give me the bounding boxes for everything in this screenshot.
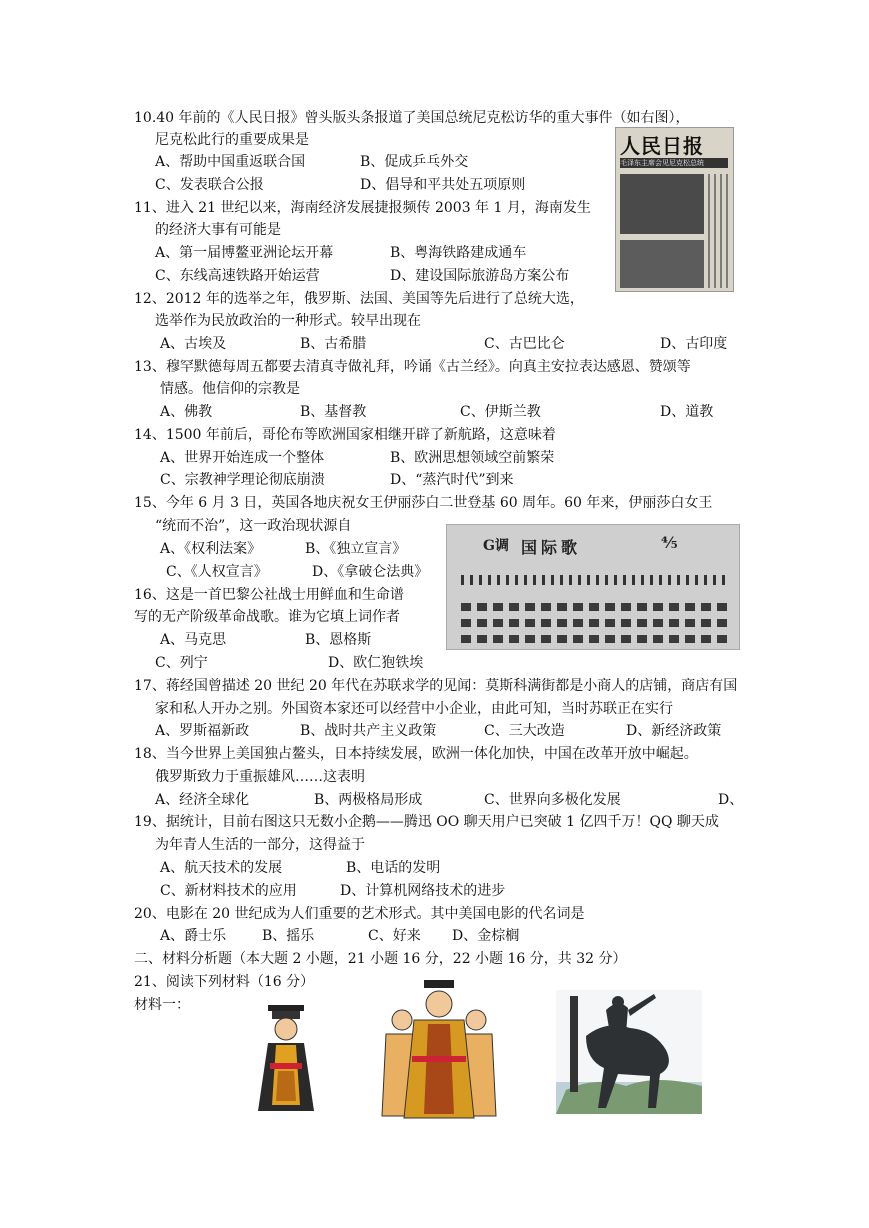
q11-stem-line1: 11、进入 21 世纪以来，海南经济发展捷报频传 2003 年 1 月，海南发生 (134, 200, 591, 216)
q13-stem-line2: 情感。他信仰的宗教是 (160, 381, 300, 397)
q16-option-c: C、列宁 (155, 655, 208, 671)
newspaper-headline: 毛泽东主席会见尼克松总统 (620, 158, 728, 168)
q11-option-d: D、建设国际旅游岛方案公布 (390, 268, 570, 284)
q20-option-d: D、金棕榈 (452, 928, 520, 944)
internationale-score-image (446, 524, 740, 650)
q14-option-c: C、宗教神学理论彻底崩溃 (160, 472, 325, 488)
q16-stem-line1: 16、这是一首巴黎公社战士用鲜血和生命谱 (134, 587, 404, 603)
q19-stem-line1: 19、据统计，目前右图这只无数小企鹅——腾迅 OO 聊天用户已突破 1 亿四千万！QQ 聊天成 (134, 814, 719, 830)
q13-option-d: D、道教 (660, 404, 714, 420)
q12-option-d: D、古印度 (660, 336, 728, 352)
q11-option-c: C、东线高速铁路开始运营 (155, 268, 320, 284)
q18-stem-line1: 18、当今世界上美国独占鳌头，日本持续发展，欧洲一体化加快，中国在改革开放中崛起。 (134, 746, 698, 762)
q15-stem-line2: “统而不治”，这一政治现状源自 (155, 518, 352, 534)
q13-option-a: A、佛教 (160, 404, 213, 420)
q19-option-d: D、计算机网络技术的进步 (340, 883, 506, 899)
q17-option-c: C、三大改造 (484, 723, 565, 739)
score-key: G调 (483, 538, 509, 554)
q13-option-c: C、伊斯兰教 (460, 404, 541, 420)
q18-stem-line2: 俄罗斯致力于重振雄风……这表明 (155, 769, 365, 785)
q17-option-d: D、新经济政策 (626, 723, 722, 739)
q15-option-d: D、《拿破仑法典》 (312, 564, 429, 580)
section-2-heading: 二、材料分析题（本大题 2 小题，21 小题 16 分，22 小题 16 分，共 32 分） (134, 951, 627, 967)
q11-stem-line2: 的经济大事有可能是 (155, 222, 281, 238)
emperor-illustration-2 (378, 980, 498, 1120)
q14-option-d: D、“蒸汽时代”到来 (390, 472, 514, 488)
score-lyrics-line-3 (461, 635, 727, 643)
q19-stem-line2: 为年青人生活的一部分，这得益于 (155, 837, 365, 853)
q15-option-a: A、《权利法案》 (160, 541, 262, 557)
q12-option-c: C、古巴比仑 (484, 336, 565, 352)
q20-option-c: C、好来 (368, 928, 421, 944)
material-1-label: 材料一： (134, 997, 190, 1013)
q16-option-a: A、马克思 (160, 632, 227, 648)
q10-stem-line1: 10.40 年前的《人民日报》曾头版头条报道了美国总统尼克松访华的重大事件（如右图）， (134, 110, 690, 126)
q15-option-c: C、《人权宣言》 (166, 564, 268, 580)
newspaper-masthead: 人民日报 (620, 134, 704, 158)
q12-stem-line2: 选举作为民放政治的一种形式。较早出现在 (155, 313, 421, 329)
q14-option-b: B、欧洲思想领域空前繁荣 (390, 450, 555, 466)
q21-stem: 21、阅读下列材料（16 分） (134, 974, 315, 990)
q10-option-a: A、帮助中国重返联合国 (155, 154, 306, 170)
q18-option-a: A、经济全球化 (155, 792, 250, 808)
score-title: 国际歌 (521, 538, 582, 557)
q12-option-a: A、古埃及 (160, 336, 227, 352)
q16-option-b: B、恩格斯 (305, 632, 372, 648)
q15-option-b: B、《独立宣言》 (305, 541, 407, 557)
q20-stem-line1: 20、电影在 20 世纪成为人们重要的艺术形式。其中美国电影的代名词是 (134, 906, 585, 922)
newspaper-text-column (708, 174, 730, 288)
q10-stem-line2: 尼克松此行的重要成果是 (155, 132, 309, 148)
q17-stem-line1: 17、蒋经国曾描述 20 世纪 20 年代在苏联求学的见闻：莫斯科满街都是小商人的店铺，商店有国 (134, 678, 738, 694)
q16-option-d: D、欧仁狍铁埃 (328, 655, 424, 671)
q12-option-b: B、古希腊 (300, 336, 367, 352)
q12-stem-line1: 12、2012 年的选举之年，俄罗斯、法国、美国等先后进行了总统大选， (134, 291, 584, 307)
q10-option-b: B、促成乒乓外交 (360, 154, 469, 170)
newspaper-photo-meeting (620, 174, 704, 234)
q18-option-b: B、两极格局形成 (314, 792, 423, 808)
score-lyrics-line-1 (461, 603, 727, 611)
q17-stem-line2: 家和私人开办之别。外国资本家还可以经营中小企业，由此可知，当时苏联正在实行 (155, 701, 673, 717)
q20-option-a: A、爵士乐 (160, 928, 227, 944)
q19-option-a: A、航天技术的发展 (160, 860, 283, 876)
q14-option-a: A、世界开始连成一个整体 (160, 450, 325, 466)
q10-option-d: D、倡导和平共处五项原则 (360, 177, 526, 193)
q17-option-a: A、罗斯福新政 (155, 723, 250, 739)
q11-option-b: B、粤海铁路建成通车 (390, 245, 527, 261)
q13-option-b: B、基督教 (300, 404, 367, 420)
q15-stem-line1: 15、今年 6 月 3 日，英国各地庆祝女王伊丽莎白二世登基 60 周年。60 年来，伊丽莎白女王 (134, 495, 713, 511)
q13-stem-line1: 13、穆罕默德每周五都要去清真寺做礼拜，吟诵《古兰经》。向真主安拉表达感恩、赞颂等 (134, 359, 691, 375)
emperor-illustration-1 (250, 1005, 322, 1115)
q18-option-c: C、世界向多极化发展 (484, 792, 621, 808)
score-lyrics-line-2 (461, 619, 727, 627)
newspaper-front-page-image (615, 127, 734, 292)
q14-stem-line1: 14、1500 年前后，哥伦布等欧洲国家相继开辟了新航路，这意味着 (134, 427, 556, 443)
q11-option-a: A、第一届博鳌亚洲论坛开幕 (155, 245, 334, 261)
q19-option-c: C、新材料技术的应用 (160, 883, 297, 899)
q19-option-b: B、电话的发明 (346, 860, 441, 876)
q10-option-c: C、发表联合公报 (155, 177, 264, 193)
newspaper-photo-banquet (620, 240, 704, 288)
q17-option-b: B、战时共产主义政策 (300, 723, 437, 739)
score-time-signature: ⅘ (661, 533, 678, 552)
score-notes-row (461, 575, 727, 585)
q16-stem-line2: 写的无产阶级革命战歌。谁为它填上词作者 (134, 609, 400, 625)
q18-option-d: D、 (718, 792, 744, 808)
q20-option-b: B、摇乐 (262, 928, 315, 944)
equestrian-statue-image (556, 990, 702, 1114)
